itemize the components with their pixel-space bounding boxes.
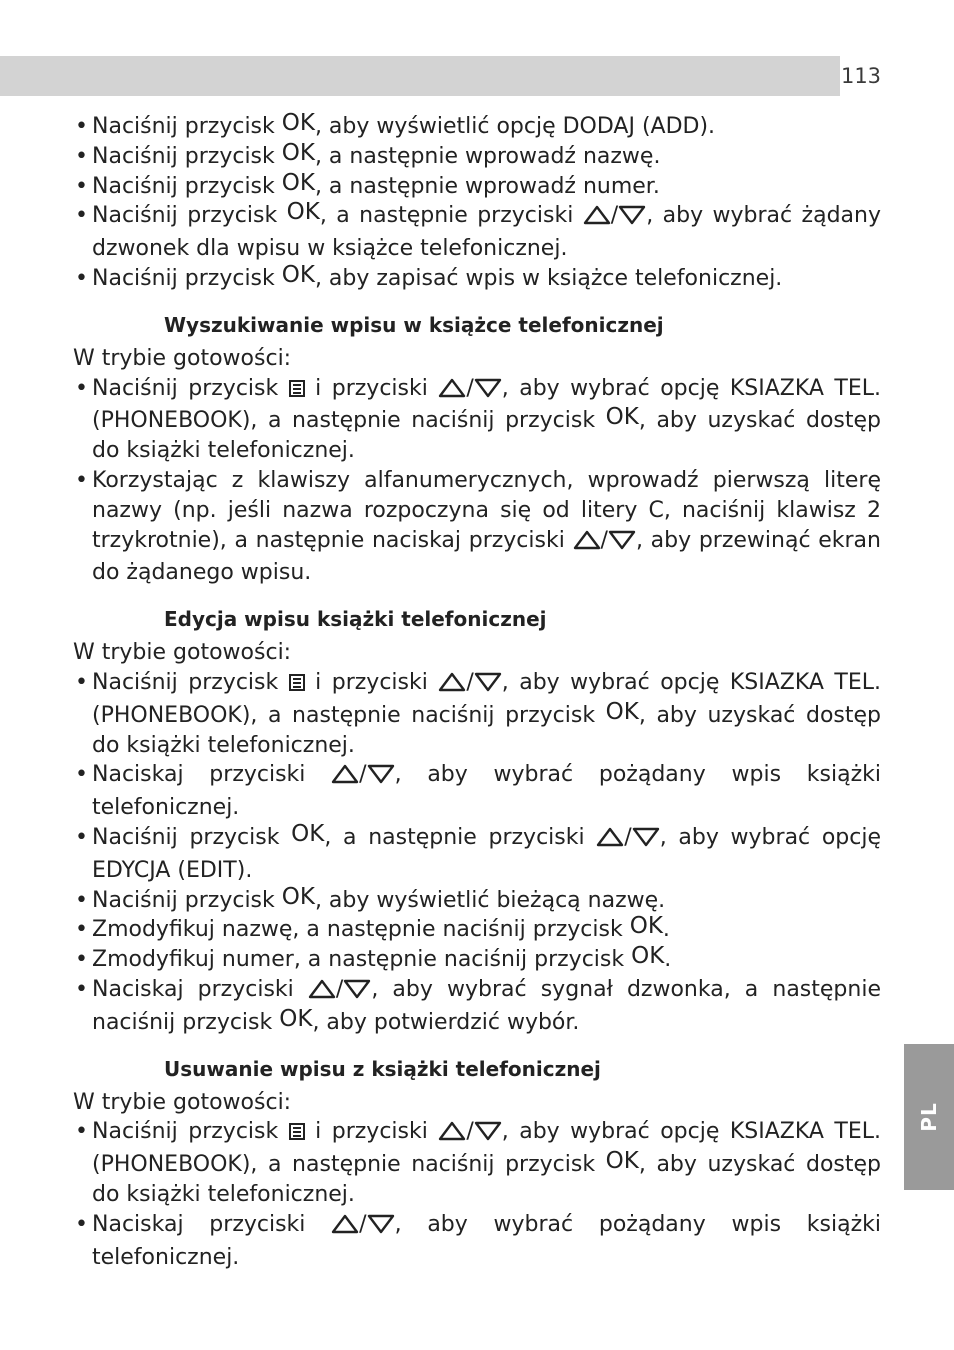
standby-label: W trybie gotowości: [73,640,292,666]
down-triangle-icon [474,377,502,407]
list-item: • Naciśnij przycisk OK, a następnie przyciski / , aby wybrać żądany dzwonek dla wpisu w książce telefonicznej. [73,201,881,264]
list-item: • Naciśnij przycisk OK, aby wyświetlić opcję DODAJ (ADD). [73,112,881,142]
list-item: • Naciskaj przyciski / , aby wybrać pożądany wpis książki telefonicznej. [73,760,881,823]
up-triangle-icon [331,763,359,793]
ok-key-label: OK [281,261,315,288]
ok-key-label: OK [281,110,315,136]
list-item: • Korzystając z klawiszy alfanumerycznych, wprowadź pierwszą literę nazwy (np. jeśli nazwa rozpoczyna się od litery C, naciśnij klawisz 2 trzykrotnie), a następnie naciskaj przyciski / , aby przewinąć ekran do żądanego wpisu. [73,466,881,588]
header-bar [0,56,840,96]
ok-key-label: OK [286,199,320,226]
up-triangle-icon [438,1120,466,1150]
list-item: • Naciśnij przycisk OK, aby wyświetlić bieżącą nazwę. [73,886,881,916]
menu-key-icon [289,1123,305,1140]
list-item: • Naciskaj przyciski / , aby wybrać pożądany wpis książki telefonicznej. [73,1210,881,1273]
down-triangle-icon [632,826,660,856]
up-triangle-icon [573,529,601,559]
page-content [73,112,881,1272]
menu-key-icon [289,380,305,397]
up-triangle-icon [331,1213,359,1243]
down-triangle-icon [343,978,371,1008]
up-triangle-icon [438,377,466,407]
menu-key-icon [289,674,305,691]
list-item: • Zmodyfikuj numer, a następnie naciśnij przycisk OK. [73,945,881,975]
ok-key-label: OK [605,1148,639,1175]
up-triangle-icon [583,204,611,234]
down-triangle-icon [367,763,395,793]
list-item: • Naciśnij przycisk OK, aby zapisać wpis w książce telefonicznej. [73,264,881,294]
list-item: • Naciśnij przycisk OK, a następnie wprowadź numer. [73,172,881,202]
list-item: • Naciśnij przycisk i przyciski / , aby wybrać opcję KSIAZKA TEL. (PHONEBOOK), a następnie naciśnij przycisk OK, aby uzyskać dostęp do książki telefonicznej. [73,374,881,466]
up-triangle-icon [438,671,466,701]
ok-key-label: OK [629,913,663,940]
ok-key-label: OK [281,169,315,196]
section-title-delete: Usuwanie wpisu z książki telefonicznej [164,1056,601,1081]
list-item: • Naciśnij przycisk i przyciski / , aby wybrać opcję KSIAZKA TEL. (PHONEBOOK), a następnie naciśnij przycisk OK, aby uzyskać dostęp do książki telefonicznej. [73,668,881,760]
ok-key-label: OK [279,1005,313,1032]
language-tab [904,1044,954,1190]
standby-label: W trybie gotowości: [73,1089,292,1115]
ok-key-label: OK [281,139,315,166]
list-item: • Naciśnij przycisk OK, a następnie przyciski / , aby wybrać opcję EDYCJA (EDIT). [73,823,881,886]
ok-key-label: OK [291,820,325,847]
down-triangle-icon [618,204,646,234]
section-title-search: Wyszukiwanie wpisu w książce telefonicznej [164,312,664,337]
ok-key-label: OK [281,883,315,910]
down-triangle-icon [474,1120,502,1150]
language-label: PL [917,1102,941,1132]
down-triangle-icon [474,671,502,701]
list-item: • Naciśnij przycisk i przyciski / , aby wybrać opcję KSIAZKA TEL. (PHONEBOOK), a następnie naciśnij przycisk OK, aby uzyskać dostęp do książki telefonicznej. [73,1117,881,1209]
down-triangle-icon [367,1213,395,1243]
standby-label: W trybie gotowości: [73,345,292,371]
ok-key-label: OK [605,698,639,725]
up-triangle-icon [596,826,624,856]
page-number: 113 [840,64,882,88]
down-triangle-icon [608,529,636,559]
section-title-edit: Edycja wpisu książki telefonicznej [164,607,547,632]
list-item: • Naciskaj przyciski / , aby wybrać sygnał dzwonka, a następnie naciśnij przycisk OK, aby potwierdzić wybór. [73,975,881,1038]
list-item: • Zmodyfikuj nazwę, a następnie naciśnij przycisk OK. [73,915,881,945]
ok-key-label: OK [605,404,639,431]
list-item: • Naciśnij przycisk OK, a następnie wprowadź nazwę. [73,142,881,172]
ok-key-label: OK [631,943,665,970]
up-triangle-icon [308,978,336,1008]
